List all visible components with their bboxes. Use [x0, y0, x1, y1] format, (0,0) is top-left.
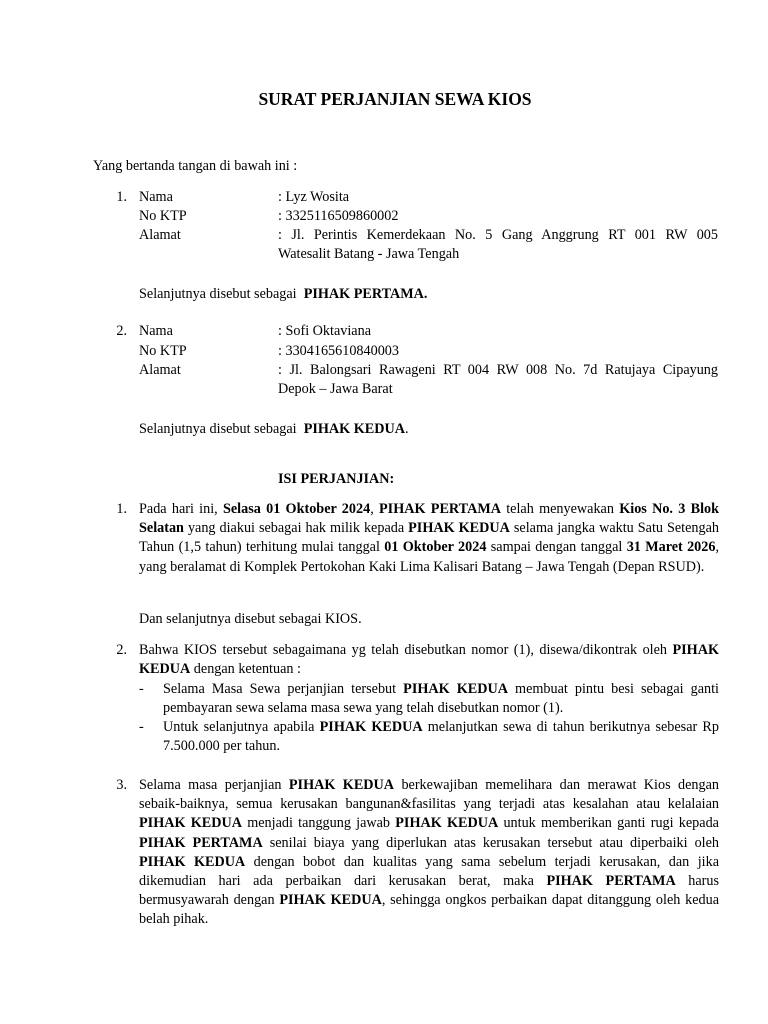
- party-2-ktp-value: : 3304165610840003: [278, 343, 399, 359]
- clause-3-number: 3.: [116, 777, 127, 793]
- clause-2-bullet-1: Selama Masa Sewa perjanjian tersebut PIHAK KEDUA membuat pintu besi sebagai ganti pembayaran sewa selama masa sewa yang telah disebutkan nomor (1).: [163, 681, 719, 717]
- party-2-name-bold: PIHAK KEDUA: [303, 421, 405, 437]
- party-1-reference: Selanjutnya disebut sebagai PIHAK PERTAMA.: [139, 286, 428, 302]
- clause-1-after-text: Dan selanjutnya disebut sebagai KIOS.: [139, 611, 362, 627]
- clause-2-bullet-1-marker: -: [139, 681, 144, 697]
- party-1-ktp-value: : 3325116509860002: [278, 208, 399, 224]
- clause-2-bullet-2-marker: -: [139, 719, 144, 735]
- clause-3-text: Selama masa perjanjian PIHAK KEDUA berkewajiban memelihara dan merawat Kios dengan sebaik-baiknya, semua kerusakan bangunan&fasilitas yang terjadi atas kesalahan atau kelalaian PIHAK KEDUA menjadi tanggung jawab PIHAK KEDUA untuk memberikan ganti rugi kepada PIHAK PERTAMA senilai biaya yang diperlukan atas kerusakan tersebut atau diperbaiki oleh PIHAK KEDUA dengan bobot dan kualitas yang sama sebelum terjadi kerusakan, dan jika dikemudian hari ada perbaikan dari kerusakan berat, maka PIHAK PERTAMA harus bermusyawarah dengan PIHAK KEDUA, sehingga ongkos perbaikan dapat ditanggung oleh kedua belah pihak.: [139, 777, 720, 928]
- party-1-ktp-label: No KTP: [139, 208, 187, 224]
- party-2-alamat-label: Alamat: [139, 362, 181, 378]
- clause-2-text: Bahwa KIOS tersebut sebagaimana yg telah disebutkan nomor (1), disewa/dikontrak oleh PIHAK KEDUA dengan ketentuan :: [139, 642, 719, 678]
- party-1-number: 1.: [116, 189, 127, 205]
- clause-1-number: 1.: [116, 501, 127, 517]
- party-2-nama-label: Nama: [139, 323, 173, 339]
- party-1-name-bold: PIHAK PERTAMA: [303, 286, 424, 302]
- party-2-alamat-line1: : Jl. Balongsari Rawageni RT 004 RW 008 No. 7d Ratujaya Cipayung: [278, 362, 718, 378]
- isi-perjanjian-heading: ISI PERJANJIAN:: [278, 471, 395, 487]
- intro-text: Yang bertanda tangan di bawah ini :: [93, 158, 298, 174]
- party-2-nama-value: : Sofi Oktaviana: [278, 323, 371, 339]
- party-1-alamat-label: Alamat: [139, 227, 181, 243]
- party-1-alamat-line2: Watesalit Batang - Jawa Tengah: [278, 246, 460, 262]
- party-2-reference: Selanjutnya disebut sebagai PIHAK KEDUA.: [139, 421, 409, 437]
- party-2-number: 2.: [116, 323, 127, 339]
- clause-2-number: 2.: [116, 642, 127, 658]
- clause-2-bullet-2: Untuk selanjutnya apabila PIHAK KEDUA melanjutkan sewa di tahun berikutnya sebesar Rp 7.500.000 per tahun.: [163, 719, 719, 755]
- party-1-alamat-line1: : Jl. Perintis Kemerdekaan No. 5 Gang Anggrung RT 001 RW 005: [278, 227, 718, 243]
- party-1-nama-label: Nama: [139, 189, 173, 205]
- party-1-nama-value: : Lyz Wosita: [278, 189, 350, 205]
- document-title: SURAT PERJANJIAN SEWA KIOS: [258, 89, 532, 109]
- clause-1-text: Pada hari ini, Selasa 01 Oktober 2024, PIHAK PERTAMA telah menyewakan Kios No. 3 Blok Selatan yang diakui sebagai hak milik kepada PIHAK KEDUA selama jangka waktu Satu Setengah Tahun (1,5 tahun) terhitung mulai tanggal 01 Oktober 2024 sampai dengan tanggal 31 Maret 2026, yang beralamat di Komplek Pertokohan Kaki Lima Kalisari Batang – Jawa Tengah (Depan RSUD).: [139, 501, 720, 575]
- party-2-alamat-line2: Depok – Jawa Barat: [278, 381, 393, 397]
- party-2-ktp-label: No KTP: [139, 343, 187, 359]
